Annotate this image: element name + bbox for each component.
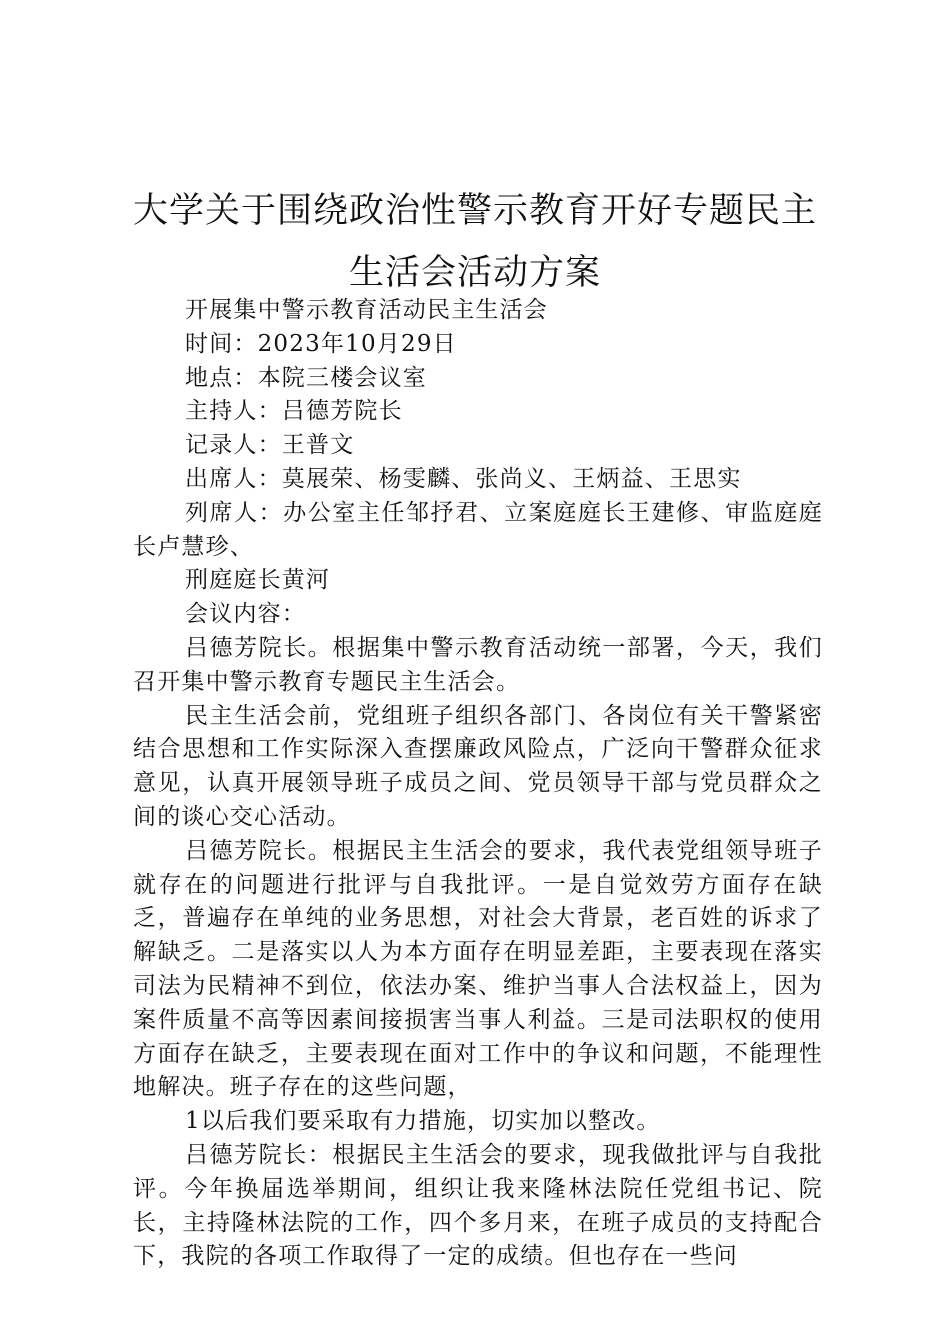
paragraph: 吕德芳院长：根据民主生活会的要求，现我做批评与自我批评。今年换届选举期间，组织让我来隆林法院任党组书记、院长，主持隆林法院的工作，四个多月来，在班子成员的支持配合下，我院的各项工作取得了一定的成绩。但也存在一些问	[133, 1141, 823, 1270]
meeting-attendees: 出席人：莫展荣、杨雯麟、张尚义、王炳益、王思实	[185, 465, 742, 492]
paragraph: 吕德芳院长。根据民主生活会的要求，我代表党组领导班子就存在的问题进行批评与自我批评。一是自觉效劳方面存在缺乏，普遍存在单纯的业务思想，对社会大背景，老百姓的诉求了解缺乏。二是落实以人为本方面存在明显差距，主要表现在落实司法为民精神不到位，依法办案、维护当事人合法权益上，因为案件质量不高等因素间接损害当事人利益。三是司法职权的使用方面存在缺乏，主要表现在面对工作中的争议和问题，不能理性地解决。班子存在的这些问题，	[133, 837, 823, 1101]
meeting-observers-continued: 刑庭庭长黄河	[185, 567, 331, 594]
paragraph: 1以后我们要采取有力措施，切实加以整改。	[185, 1108, 661, 1135]
meeting-host: 主持人：吕德芳院长	[185, 398, 403, 425]
meeting-content-label: 会议内容：	[185, 601, 306, 628]
paragraph: 民主生活会前，党组班子组织各部门、各岗位有关干警紧密结合思想和工作实际深入查摆廉政风险点，广泛向干警群众征求意见，认真开展领导班子成员之间、党员领导干部与党员群众之间的谈心交心活动。	[133, 702, 823, 830]
document-title: 大学关于围绕政治性警示教育开好专题民主生活会活动方案	[132, 191, 817, 293]
meeting-location: 地点：本院三楼会议室	[185, 364, 427, 391]
paragraph: 吕德芳院长。根据集中警示教育活动统一部署，今天，我们召开集中警示教育专题民主生活会。	[133, 634, 823, 695]
meeting-time: 时间：2023年10月29日	[185, 330, 457, 357]
document-body	[133, 294, 823, 1274]
meeting-name: 开展集中警示教育活动民主生活会	[185, 297, 548, 323]
meeting-recorder: 记录人：王普文	[185, 432, 355, 459]
meeting-observers: 列席人：办公室主任邹抒君、立案庭庭长王建修、审监庭庭长卢慧珍、	[133, 499, 823, 560]
